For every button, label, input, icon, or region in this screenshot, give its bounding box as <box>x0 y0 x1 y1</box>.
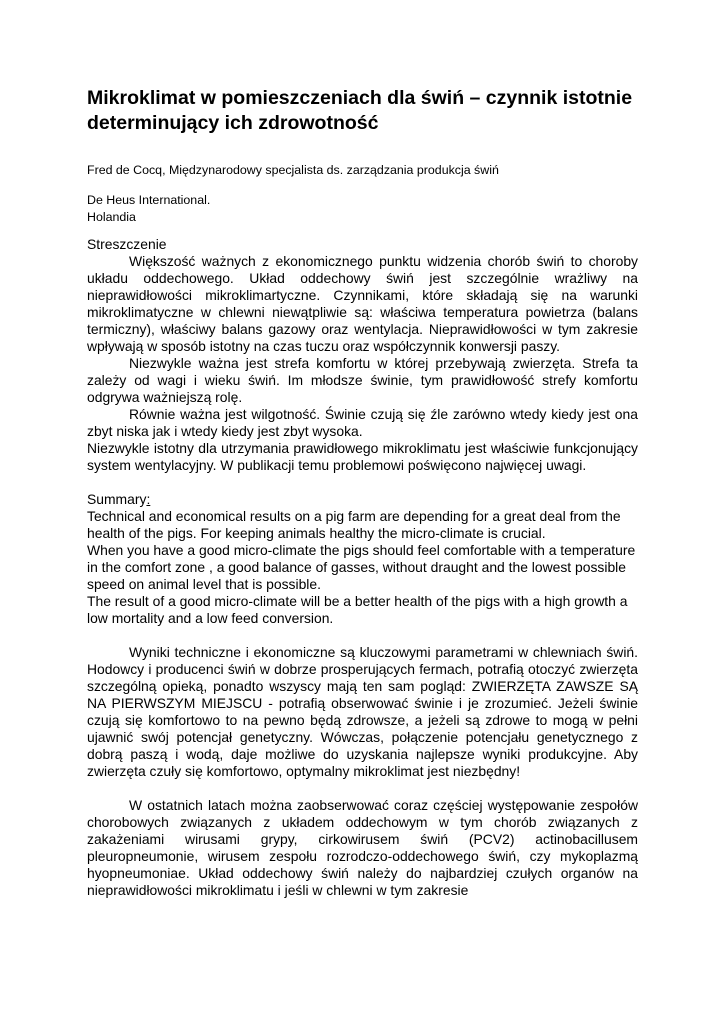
abstract-paragraph: Niezwykle ważna jest strefa komfortu w której przebywają zwierzęta. Strefa ta zależy od wagi i wieku świń. Im młodsze świnie, tym prawidłowość strefy komfortu odgrywa ważniejszą rolę. <box>87 355 638 405</box>
summary-heading <box>87 491 638 508</box>
abstract-paragraph: Równie ważna jest wilgotność. Świnie czują się źle zarówno wtedy kiedy jest ona zbyt niska jak i wtedy kiedy jest zbyt wysoka. <box>87 406 638 439</box>
summary-line: The result of a good micro-climate will be a better health of the pigs with a high growth a low mortality and a low feed conversion. <box>87 593 628 626</box>
body-paragraph-1: Wyniki techniczne i ekonomiczne są kluczowymi parametrami w chlewniach świń. Hodowcy i producenci świń w dobrze prosperujących fermach, potrafią otoczyć zwierzęta szczególną opieką, ponadto wszyscy mają ten sam pogląd: ZWIERZĘTA ZAWSZE SĄ NA PIERWSZYM MIEJSCU - potrafią obserwować świnie i je zrozumieć. Jeżeli świnie czują się komfortowo to na pewno będą zdrowsze, a jeżeli są zdrowe to mogą w pełni ujawnić swój potencjał genetyczny. Wówczas, połączenie potencjału genetycznego z dobrą paszą i wodą, daje możliwe do uzyskania najlepsze wyniki produkcyjne. Aby zwierzęta czuły się komfortowo, optymalny mikroklimat jest niezbędny! <box>87 644 638 779</box>
body-section <box>87 644 638 780</box>
summary-line: When you have a good micro-climate the pigs should feel comfortable with a temperature in the comfort zone , a good balance of gasses, without draught and the lowest possible speed on animal level that is possible. <box>87 542 636 592</box>
document-page <box>87 86 638 899</box>
author-line: Fred de Cocq, Międzynarodowy specjalista ds. zarządzania produkcja świń <box>87 163 499 177</box>
abstract-section <box>87 236 638 474</box>
affiliation-company: De Heus International. <box>87 193 211 207</box>
affiliation-block <box>87 192 638 226</box>
summary-line: Technical and economical results on a pig farm are depending for a great deal from the health of the pigs. For keeping animals healthy the micro-climate is crucial. <box>87 508 621 541</box>
body-section-2 <box>87 797 638 899</box>
summary-heading-text: Summary <box>87 491 147 507</box>
abstract-closing: Niezwykle istotny dla utrzymania prawidłowego mikroklimatu jest właściwie funkcjonujący system wentylacyjny. W publikacji temu problemowi poświęcono najwięcej uwagi. <box>87 440 638 473</box>
abstract-heading: Streszczenie <box>87 236 167 252</box>
body-paragraph-2: W ostatnich latach można zaobserwować coraz częściej występowanie zespołów chorobowych związanych z układem oddechowym w tym chorób związanych z zakażeniami wirusami grypy, cirkowirusem świń (PCV2) actinobacillusem pleuropneumonie, wirusem zespołu rozrodczo-oddechowego świń, czy mykoplazmą hyopneumoniae. Układ oddechowy świń należy do najbardziej czułych organów na nieprawidłowości mikroklimatu i jeśli w chlewni w tym zakresie <box>87 797 638 898</box>
summary-section <box>87 491 638 627</box>
abstract-paragraph: Większość ważnych z ekonomicznego punktu widzenia chorób świń to choroby układu oddechowego. Układ oddechowy świń jest szczególnie wrażliwy na nieprawidłowości mikroklimartyczne. Czynnikami, które składają się na warunki mikroklimatyczne w chlewni niewątpliwie są: właściwa temperatura powietrza (balans termiczny), właściwy balans gazowy oraz wentylacja. Nieprawidłowości w tym zakresie wpływają w sposób istotny na czas tuczu oraz współczynnik konwersji paszy. <box>87 253 638 354</box>
page-title: Mikroklimat w pomieszczeniach dla świń – czynnik istotnie determinujący ich zdrowotność <box>87 87 633 134</box>
affiliation-country: Holandia <box>87 210 136 224</box>
summary-heading-colon: : <box>146 491 151 507</box>
